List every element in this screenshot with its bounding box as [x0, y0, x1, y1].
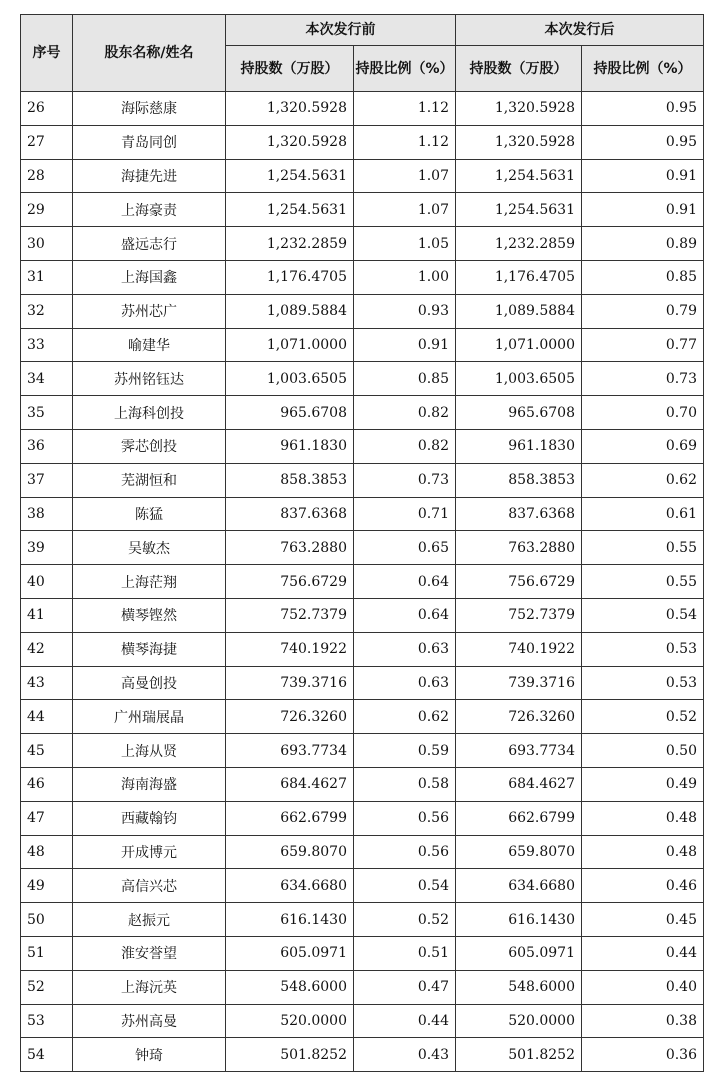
row-shares-after: 726.3260: [456, 700, 582, 734]
row-seq: 41: [21, 598, 73, 632]
row-shares-before: 634.6680: [226, 869, 354, 903]
row-seq: 31: [21, 260, 73, 294]
row-shares-before: 684.4627: [226, 767, 354, 801]
row-ratio-after: 0.36: [582, 1038, 704, 1072]
row-shares-before: 756.6729: [226, 565, 354, 599]
row-holder-name: 海南海盛: [73, 767, 226, 801]
row-shares-after: 501.8252: [456, 1038, 582, 1072]
table-row: [21, 125, 704, 159]
row-ratio-after: 0.70: [582, 396, 704, 430]
row-ratio-after: 0.62: [582, 463, 704, 497]
row-holder-name: 海际慈康: [73, 92, 226, 126]
row-holder-name: 上海从贤: [73, 734, 226, 768]
row-shares-before: 1,320.5928: [226, 92, 354, 126]
row-shares-after: 1,071.0000: [456, 328, 582, 362]
row-ratio-before: 0.65: [354, 531, 456, 565]
row-holder-name: 高信兴芯: [73, 869, 226, 903]
row-ratio-before: 0.54: [354, 869, 456, 903]
row-ratio-after: 0.40: [582, 970, 704, 1004]
row-ratio-after: 0.91: [582, 193, 704, 227]
row-ratio-after: 0.38: [582, 1004, 704, 1038]
row-shares-before: 1,254.5631: [226, 193, 354, 227]
row-ratio-after: 0.89: [582, 227, 704, 261]
row-shares-before: 1,254.5631: [226, 159, 354, 193]
row-shares-after: 1,254.5631: [456, 193, 582, 227]
table-row: [21, 531, 704, 565]
row-ratio-after: 0.53: [582, 666, 704, 700]
table-row: [21, 801, 704, 835]
table-row: [21, 936, 704, 970]
row-shares-after: 858.3853: [456, 463, 582, 497]
row-ratio-before: 0.73: [354, 463, 456, 497]
table-row: [21, 869, 704, 903]
row-ratio-after: 0.45: [582, 903, 704, 937]
row-shares-before: 693.7734: [226, 734, 354, 768]
table-row: [21, 294, 704, 328]
table-row: [21, 260, 704, 294]
table-row: [21, 700, 704, 734]
row-shares-after: 739.3716: [456, 666, 582, 700]
row-ratio-after: 0.95: [582, 92, 704, 126]
row-ratio-before: 0.47: [354, 970, 456, 1004]
row-shares-after: 961.1830: [456, 429, 582, 463]
row-holder-name: 上海豪责: [73, 193, 226, 227]
row-shares-after: 662.6799: [456, 801, 582, 835]
row-shares-after: 1,232.2859: [456, 227, 582, 261]
row-shares-before: 965.6708: [226, 396, 354, 430]
table-row: [21, 159, 704, 193]
table-row: [21, 666, 704, 700]
row-seq: 27: [21, 125, 73, 159]
row-holder-name: 横琴海捷: [73, 632, 226, 666]
header-seq: 序号: [21, 15, 73, 92]
row-seq: 35: [21, 396, 73, 430]
row-holder-name: 淮安誉望: [73, 936, 226, 970]
row-ratio-before: 0.52: [354, 903, 456, 937]
row-ratio-before: 0.51: [354, 936, 456, 970]
table-row: [21, 396, 704, 430]
row-shares-before: 659.8070: [226, 835, 354, 869]
shareholder-table: [20, 14, 704, 1072]
row-shares-after: 756.6729: [456, 565, 582, 599]
row-ratio-before: 0.58: [354, 767, 456, 801]
row-ratio-before: 0.63: [354, 632, 456, 666]
row-seq: 39: [21, 531, 73, 565]
row-shares-after: 520.0000: [456, 1004, 582, 1038]
table-row: [21, 497, 704, 531]
table-row: [21, 767, 704, 801]
row-ratio-after: 0.44: [582, 936, 704, 970]
row-shares-before: 1,089.5884: [226, 294, 354, 328]
row-shares-after: 1,320.5928: [456, 92, 582, 126]
row-shares-before: 616.1430: [226, 903, 354, 937]
row-seq: 32: [21, 294, 73, 328]
row-seq: 36: [21, 429, 73, 463]
row-seq: 37: [21, 463, 73, 497]
row-seq: 45: [21, 734, 73, 768]
row-ratio-after: 0.53: [582, 632, 704, 666]
row-shares-before: 740.1922: [226, 632, 354, 666]
table-row: [21, 328, 704, 362]
row-ratio-before: 0.82: [354, 396, 456, 430]
row-shares-after: 752.7379: [456, 598, 582, 632]
row-ratio-before: 0.64: [354, 598, 456, 632]
row-seq: 43: [21, 666, 73, 700]
row-holder-name: 喻建华: [73, 328, 226, 362]
shareholder-table-container: [20, 14, 704, 1072]
row-ratio-before: 0.85: [354, 362, 456, 396]
row-seq: 48: [21, 835, 73, 869]
row-ratio-before: 0.63: [354, 666, 456, 700]
row-shares-after: 659.8070: [456, 835, 582, 869]
table-body: [21, 92, 704, 1072]
row-holder-name: 高曼创投: [73, 666, 226, 700]
header-shares-before: 持股数（万股）: [226, 46, 354, 92]
row-shares-before: 501.8252: [226, 1038, 354, 1072]
row-seq: 26: [21, 92, 73, 126]
table-row: [21, 92, 704, 126]
table-row: [21, 1004, 704, 1038]
row-ratio-after: 0.49: [582, 767, 704, 801]
row-shares-after: 1,254.5631: [456, 159, 582, 193]
header-shares-after: 持股数（万股）: [456, 46, 582, 92]
row-shares-after: 1,089.5884: [456, 294, 582, 328]
row-holder-name: 霁芯创投: [73, 429, 226, 463]
row-shares-before: 520.0000: [226, 1004, 354, 1038]
table-row: [21, 193, 704, 227]
row-ratio-after: 0.46: [582, 869, 704, 903]
row-ratio-before: 1.05: [354, 227, 456, 261]
row-shares-before: 1,232.2859: [226, 227, 354, 261]
row-ratio-after: 0.73: [582, 362, 704, 396]
row-holder-name: 西藏翰钧: [73, 801, 226, 835]
table-row: [21, 970, 704, 1004]
row-shares-before: 1,071.0000: [226, 328, 354, 362]
row-ratio-after: 0.55: [582, 565, 704, 599]
row-ratio-after: 0.79: [582, 294, 704, 328]
row-ratio-before: 0.59: [354, 734, 456, 768]
row-shares-after: 1,320.5928: [456, 125, 582, 159]
row-holder-name: 上海国鑫: [73, 260, 226, 294]
row-shares-before: 739.3716: [226, 666, 354, 700]
row-ratio-after: 0.48: [582, 801, 704, 835]
row-shares-after: 763.2880: [456, 531, 582, 565]
header-ratio-before: 持股比例（%）: [354, 46, 456, 92]
row-ratio-before: 1.00: [354, 260, 456, 294]
row-holder-name: 上海科创投: [73, 396, 226, 430]
row-shares-before: 752.7379: [226, 598, 354, 632]
row-shares-after: 548.6000: [456, 970, 582, 1004]
row-ratio-before: 0.56: [354, 801, 456, 835]
row-seq: 33: [21, 328, 73, 362]
row-shares-before: 662.6799: [226, 801, 354, 835]
table-row: [21, 429, 704, 463]
row-holder-name: 苏州高曼: [73, 1004, 226, 1038]
row-shares-before: 1,003.6505: [226, 362, 354, 396]
row-holder-name: 上海沅英: [73, 970, 226, 1004]
row-ratio-after: 0.50: [582, 734, 704, 768]
row-ratio-before: 0.64: [354, 565, 456, 599]
row-ratio-before: 1.07: [354, 159, 456, 193]
row-seq: 50: [21, 903, 73, 937]
row-holder-name: 横琴铿然: [73, 598, 226, 632]
row-shares-after: 634.6680: [456, 869, 582, 903]
table-row: [21, 565, 704, 599]
row-shares-before: 726.3260: [226, 700, 354, 734]
row-ratio-after: 0.52: [582, 700, 704, 734]
row-shares-after: 740.1922: [456, 632, 582, 666]
row-seq: 34: [21, 362, 73, 396]
row-seq: 29: [21, 193, 73, 227]
row-holder-name: 盛远志行: [73, 227, 226, 261]
row-ratio-after: 0.54: [582, 598, 704, 632]
row-ratio-before: 0.82: [354, 429, 456, 463]
row-shares-before: 858.3853: [226, 463, 354, 497]
row-seq: 49: [21, 869, 73, 903]
row-shares-before: 961.1830: [226, 429, 354, 463]
row-shares-before: 837.6368: [226, 497, 354, 531]
row-shares-after: 616.1430: [456, 903, 582, 937]
row-holder-name: 赵振元: [73, 903, 226, 937]
row-shares-after: 684.4627: [456, 767, 582, 801]
header-holder: 股东名称/姓名: [73, 15, 226, 92]
table-row: [21, 835, 704, 869]
row-ratio-before: 1.07: [354, 193, 456, 227]
row-seq: 42: [21, 632, 73, 666]
row-seq: 28: [21, 159, 73, 193]
row-shares-after: 693.7734: [456, 734, 582, 768]
row-shares-after: 965.6708: [456, 396, 582, 430]
table-row: [21, 598, 704, 632]
table-row: [21, 227, 704, 261]
table-row: [21, 632, 704, 666]
row-holder-name: 上海茫翔: [73, 565, 226, 599]
row-ratio-before: 0.44: [354, 1004, 456, 1038]
row-shares-before: 1,176.4705: [226, 260, 354, 294]
row-ratio-before: 1.12: [354, 92, 456, 126]
row-holder-name: 吴敏杰: [73, 531, 226, 565]
table-row: [21, 362, 704, 396]
header-after: 本次发行后: [456, 15, 704, 46]
table-row: [21, 734, 704, 768]
table-row: [21, 463, 704, 497]
row-seq: 30: [21, 227, 73, 261]
row-ratio-before: 0.93: [354, 294, 456, 328]
row-ratio-after: 0.69: [582, 429, 704, 463]
row-shares-after: 605.0971: [456, 936, 582, 970]
row-holder-name: 苏州芯广: [73, 294, 226, 328]
row-shares-before: 605.0971: [226, 936, 354, 970]
row-ratio-after: 0.95: [582, 125, 704, 159]
header-ratio-after: 持股比例（%）: [582, 46, 704, 92]
row-shares-before: 763.2880: [226, 531, 354, 565]
row-seq: 52: [21, 970, 73, 1004]
row-holder-name: 开成博元: [73, 835, 226, 869]
row-holder-name: 海捷先进: [73, 159, 226, 193]
row-holder-name: 广州瑞展晶: [73, 700, 226, 734]
row-seq: 53: [21, 1004, 73, 1038]
row-holder-name: 陈猛: [73, 497, 226, 531]
row-ratio-after: 0.77: [582, 328, 704, 362]
row-ratio-before: 0.71: [354, 497, 456, 531]
row-ratio-after: 0.91: [582, 159, 704, 193]
row-seq: 54: [21, 1038, 73, 1072]
row-ratio-after: 0.85: [582, 260, 704, 294]
row-seq: 46: [21, 767, 73, 801]
row-shares-after: 1,176.4705: [456, 260, 582, 294]
row-seq: 51: [21, 936, 73, 970]
row-holder-name: 苏州铭钰达: [73, 362, 226, 396]
row-ratio-before: 0.62: [354, 700, 456, 734]
row-seq: 40: [21, 565, 73, 599]
table-row: [21, 903, 704, 937]
row-holder-name: 芜湖恒和: [73, 463, 226, 497]
row-shares-before: 548.6000: [226, 970, 354, 1004]
header-before: 本次发行前: [226, 15, 456, 46]
row-ratio-before: 0.91: [354, 328, 456, 362]
row-shares-after: 1,003.6505: [456, 362, 582, 396]
row-seq: 47: [21, 801, 73, 835]
row-shares-after: 837.6368: [456, 497, 582, 531]
row-shares-before: 1,320.5928: [226, 125, 354, 159]
row-ratio-before: 0.56: [354, 835, 456, 869]
table-row: [21, 1038, 704, 1072]
row-ratio-after: 0.55: [582, 531, 704, 565]
row-seq: 44: [21, 700, 73, 734]
row-ratio-before: 1.12: [354, 125, 456, 159]
row-ratio-after: 0.61: [582, 497, 704, 531]
row-ratio-after: 0.48: [582, 835, 704, 869]
row-holder-name: 青岛同创: [73, 125, 226, 159]
row-ratio-before: 0.43: [354, 1038, 456, 1072]
row-holder-name: 钟琦: [73, 1038, 226, 1072]
row-seq: 38: [21, 497, 73, 531]
